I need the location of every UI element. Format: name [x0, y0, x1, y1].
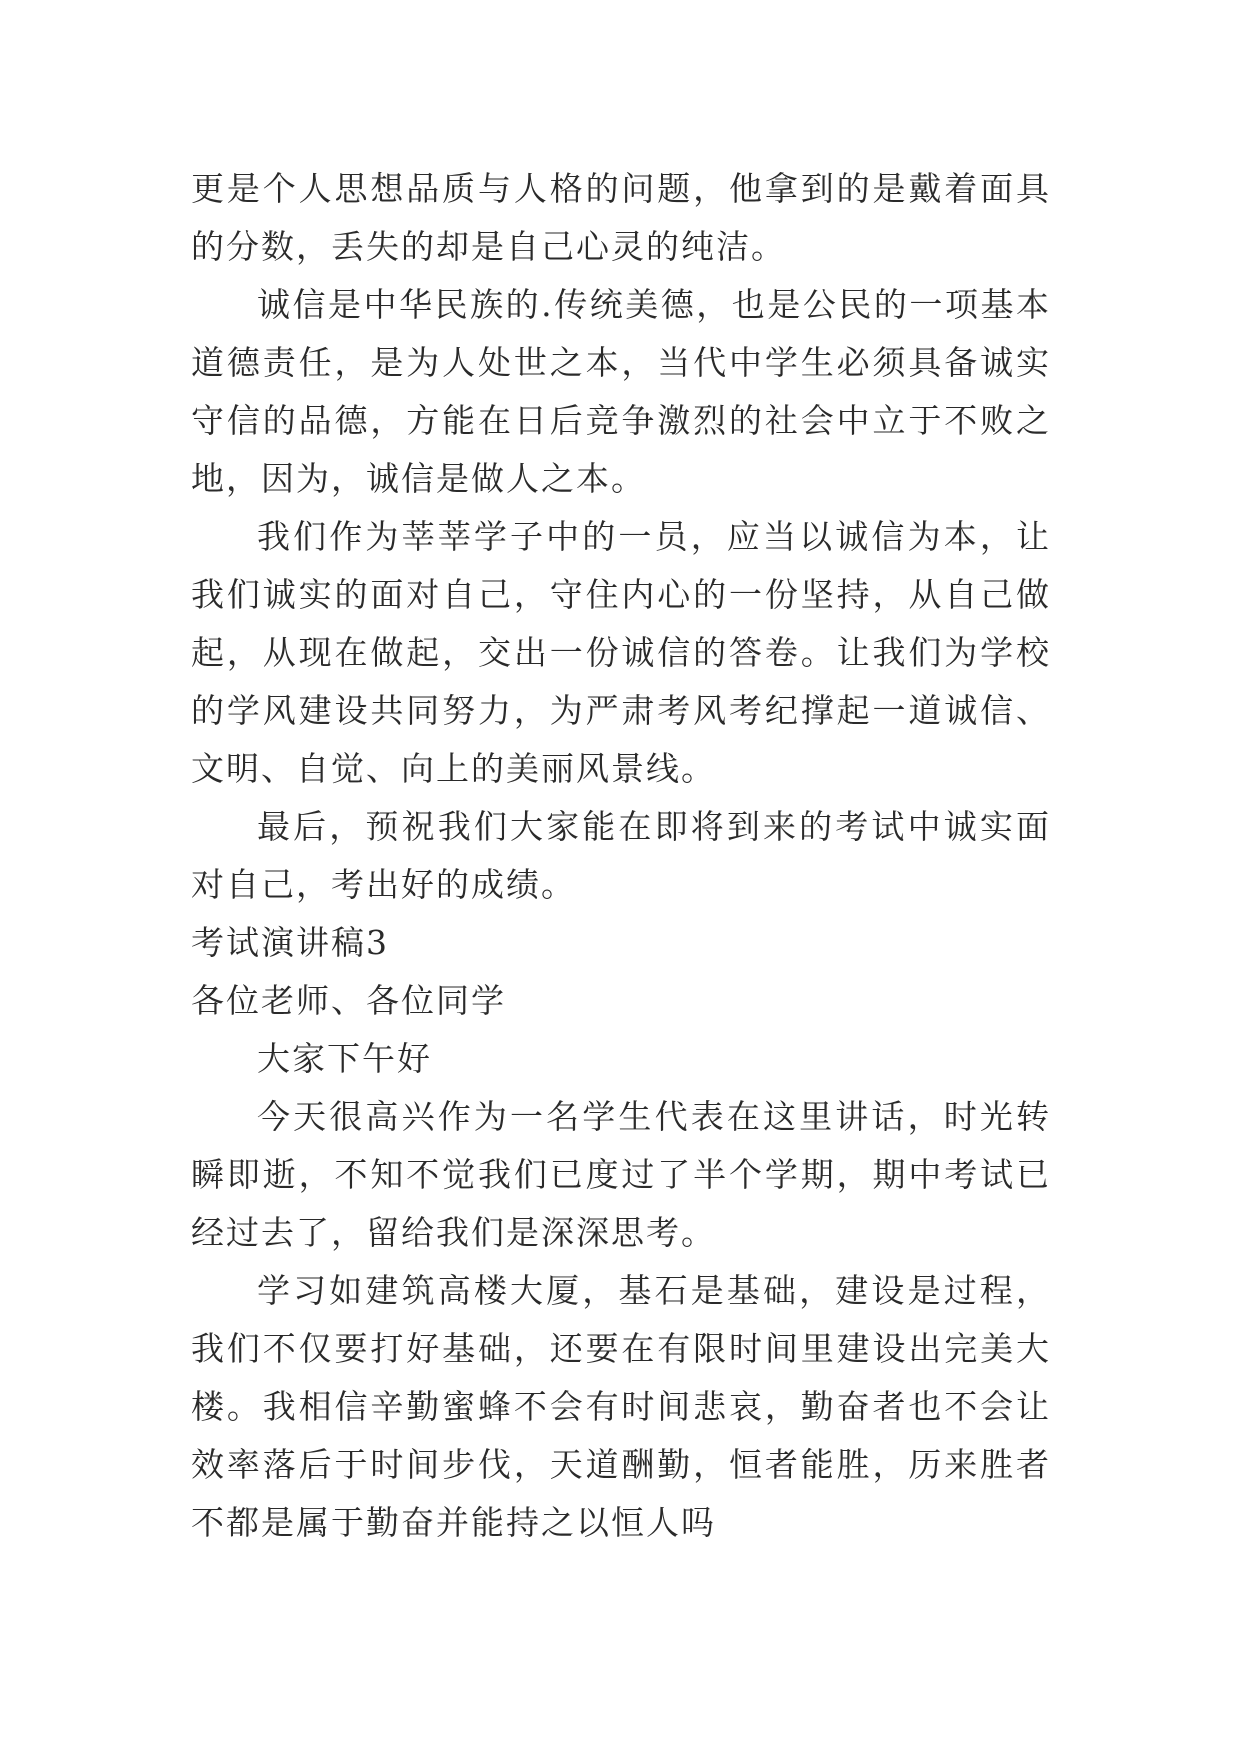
paragraph-2: 诚信是中华民族的.传统美德，也是公民的一项基本道德责任，是为人处世之本，当代中学生必须具备诚实守信的品德，方能在日后竞争激烈的社会中立于不败之地，因为，诚信是做人之本。	[191, 285, 1051, 498]
paragraph-3: 我们作为莘莘学子中的一员，应当以诚信为本，让我们诚实的面对自己，守住内心的一份坚持，从自己做起，从现在做起，交出一份诚信的答卷。让我们为学校的学风建设共同努力，为严肃考风考纪撑起一道诚信、文明、自觉、向上的美丽风景线。	[191, 517, 1051, 788]
section-heading: 考试演讲稿3	[191, 923, 389, 962]
paragraph-1: 更是个人思想品质与人格的问题，他拿到的是戴着面具的分数，丢失的却是自己心灵的纯洁。	[191, 169, 1051, 266]
paragraph-4: 最后，预祝我们大家能在即将到来的考试中诚实面对自己，考出好的成绩。	[191, 807, 1051, 904]
document-body	[191, 160, 1051, 1552]
salutation: 各位老师、各位同学	[191, 981, 506, 1020]
greeting: 大家下午好	[257, 1039, 432, 1078]
paragraph-6: 学习如建筑高楼大厦，基石是基础，建设是过程，我们不仅要打好基础，还要在有限时间里建设出完美大楼。我相信辛勤蜜蜂不会有时间悲哀，勤奋者也不会让效率落后于时间步伐，天道酬勤，恒者能胜，历来胜者不都是属于勤奋并能持之以恒人吗	[191, 1271, 1051, 1542]
paragraph-5: 今天很高兴作为一名学生代表在这里讲话，时光转瞬即逝，不知不觉我们已度过了半个学期，期中考试已经过去了，留给我们是深深思考。	[191, 1097, 1051, 1252]
